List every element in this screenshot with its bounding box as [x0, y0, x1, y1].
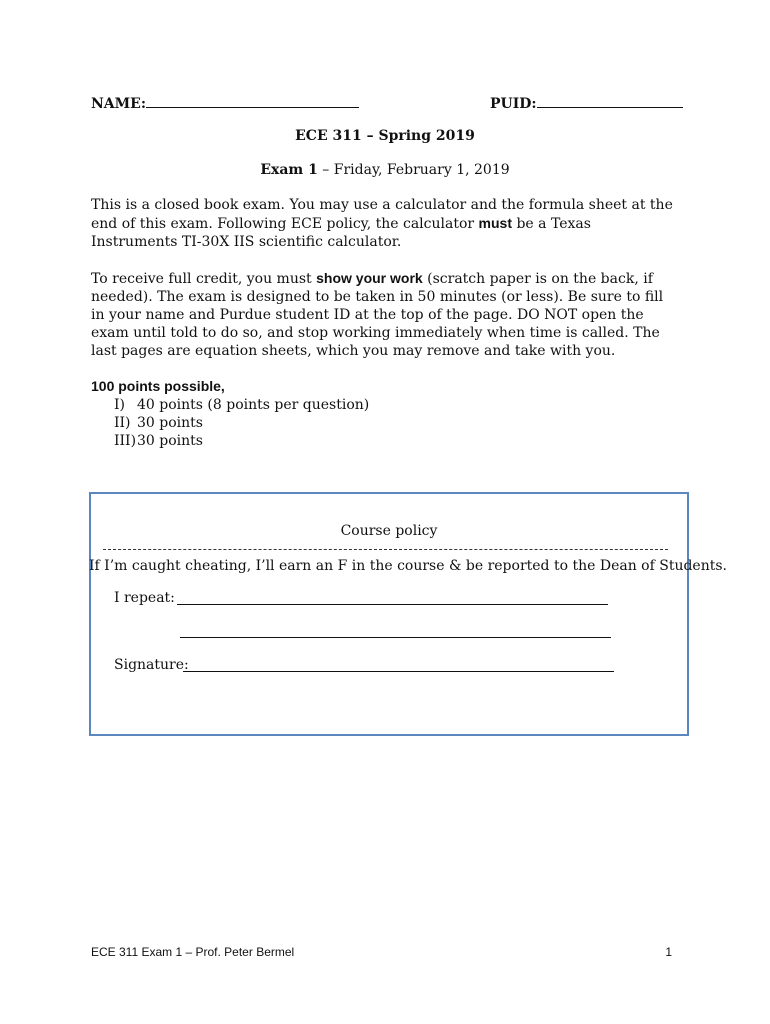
- intro-p1-text-b: be a Texas Instruments TI-30X IIS scientific calculator.: [91, 216, 591, 250]
- puid-label: PUID:: [490, 96, 537, 112]
- policy-title: Course policy: [340, 523, 438, 539]
- points-item-text: 30 points: [137, 433, 203, 449]
- name-field[interactable]: [91, 93, 359, 112]
- course-title: ECE 311 – Spring 2019: [295, 128, 475, 144]
- intro-p1-text-a: This is a closed book exam. You may use a calculator and the formula sheet at the end of this exam. Following ECE policy, the calculator: [91, 197, 673, 232]
- intro-p1-emphasis: must: [478, 215, 512, 231]
- points-item-text: 40 points (8 points per question): [137, 397, 370, 413]
- exam-subtitle: [0, 162, 770, 178]
- points-item-number: III): [114, 433, 137, 449]
- repeat-blank-line-2[interactable]: [180, 637, 611, 638]
- exam-label: Exam 1: [260, 162, 318, 178]
- signature-blank-line[interactable]: [183, 671, 614, 672]
- puid-field[interactable]: [490, 93, 683, 112]
- points-item-text: 30 points: [137, 415, 203, 431]
- intro-paragraph-1: [91, 196, 681, 251]
- name-blank-line[interactable]: [146, 93, 359, 108]
- points-list: [114, 396, 369, 450]
- repeat-label: I repeat:: [114, 590, 175, 606]
- intro-paragraph-2: [91, 269, 681, 360]
- intro-p2-emphasis: show your work: [316, 270, 423, 286]
- policy-statement: If I’m caught cheating, I’ll earn an F in the course & be reported to the Dean of Students.: [89, 558, 727, 574]
- repeat-blank-line-1[interactable]: [177, 604, 608, 605]
- footer-left: ECE 311 Exam 1 – Prof. Peter Bermel: [91, 945, 295, 959]
- points-item-number: I): [114, 397, 125, 413]
- puid-blank-line[interactable]: [537, 93, 683, 108]
- policy-dashed-divider: [103, 549, 668, 550]
- name-label: NAME:: [91, 96, 146, 112]
- points-item: [114, 414, 369, 432]
- points-heading: 100 points possible,: [91, 378, 225, 394]
- signature-label: Signature:: [114, 657, 189, 673]
- page-number: 1: [665, 945, 672, 959]
- points-item: [114, 396, 369, 414]
- points-item-number: II): [114, 415, 131, 431]
- intro-p2-text-a: To receive full credit, you must: [91, 271, 317, 287]
- intro-p2-text-b: (scratch paper is on the back, if needed). The exam is designed to be taken in 50 minutes (or less). Be sure to fill in your name and Purdue student ID at the top of the page. DO NOT open the exam until told to do so, and stop working immediately when time is called. The last pages are equation sheets, which you may remove and take with you.: [91, 271, 664, 359]
- points-item: [114, 432, 369, 450]
- exam-date: – Friday, February 1, 2019: [317, 162, 510, 178]
